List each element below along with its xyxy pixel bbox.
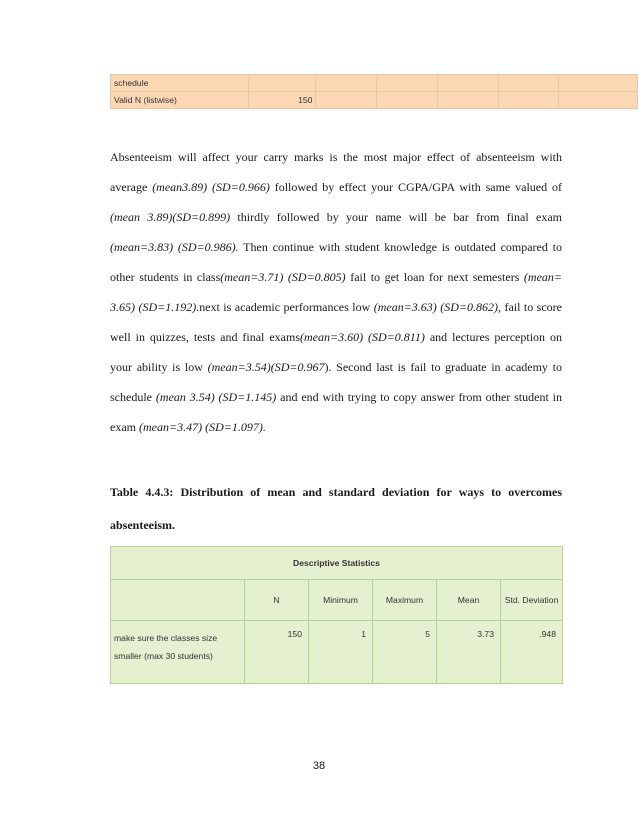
empty-cell (316, 92, 377, 109)
descriptive-statistics-table (110, 546, 563, 684)
empty-cell (498, 92, 559, 109)
body-paragraph (110, 142, 562, 442)
table-title-row (111, 547, 563, 580)
header-cell: Minimum (309, 580, 373, 621)
n-cell (248, 75, 316, 92)
statistic-citation: (mean=3.71) (SD=0.805) (220, 270, 346, 284)
mean-cell: 3.73 (437, 621, 501, 684)
statistic-citation: (mean=3.83) (SD=0.986). (110, 240, 239, 254)
header-cell: N (245, 580, 309, 621)
statistic-citation: (mean=3.63) (SD=0.862) (373, 300, 498, 314)
row-label: schedule (111, 75, 249, 92)
paragraph-text: fail to get loan for next semesters (345, 270, 524, 284)
row-label: Valid N (listwise) (111, 92, 249, 109)
minimum-cell: 1 (309, 621, 373, 684)
empty-cell (498, 75, 559, 92)
page-number: 38 (312, 760, 326, 772)
header-cell: Std. Deviation (501, 580, 563, 621)
row-label: make sure the classes size smaller (max 30 students) (111, 621, 245, 684)
empty-cell (437, 92, 498, 109)
paragraph-text: next is academic performances low (199, 300, 374, 314)
table-title: Descriptive Statistics (111, 547, 563, 580)
statistic-citation: (mean=3.47) (SD=1.097). (139, 420, 266, 434)
table-row (111, 621, 563, 684)
std-deviation-cell: .948 (501, 621, 563, 684)
empty-cell (377, 92, 438, 109)
paragraph-text: thirdly followed by your name will be bar from final exam (230, 210, 562, 224)
paragraph-text: and lectures perception on your ability is low (110, 330, 562, 374)
paragraph-text: followed by effect your CGPA/GPA with same valued of (269, 180, 562, 194)
table-row (111, 92, 638, 109)
empty-cell (437, 75, 498, 92)
table-row (111, 75, 638, 92)
empty-cell (316, 75, 377, 92)
statistic-citation: (mean= 3.65) (SD=1.192). (110, 270, 563, 314)
statistic-citation: (mean3.89) (SD=0.966) (152, 180, 270, 194)
paragraph-text: ). Second last is fail to graduate in academy to schedule (110, 360, 562, 404)
statistic-citation: (mean=3.54)(SD=0.967 (207, 360, 325, 374)
header-cell (111, 580, 245, 621)
empty-cell (559, 75, 638, 92)
empty-cell (559, 92, 638, 109)
statistic-citation: (mean 3.54) (SD=1.145) (155, 390, 277, 404)
header-cell: Maximum (373, 580, 437, 621)
empty-cell (377, 75, 438, 92)
table-caption: Table 4.4.3: Distribution of mean and standard deviation for ways to overcomes absenteeism. (110, 485, 562, 532)
paragraph-text: Absenteeism will affect your carry marks is the most major effect of absenteeism with average (110, 150, 562, 194)
table-header-row (111, 580, 563, 621)
top-table-fragment (110, 74, 638, 109)
n-cell: 150 (248, 92, 316, 109)
paragraph-text: Then continue with student knowledge is outdated compared to other students in class (110, 240, 562, 284)
paragraph-text: , fail to score well in quizzes, tests and final exams (110, 300, 562, 344)
header-cell: Mean (437, 580, 501, 621)
maximum-cell: 5 (373, 621, 437, 684)
statistic-citation: (mean=3.60) (SD=0.811) (300, 330, 425, 344)
statistic-citation: (mean 3.89)(SD=0.899) (110, 210, 231, 224)
paragraph-text: and end with trying to copy answer from other student in exam (110, 390, 562, 434)
n-cell: 150 (245, 621, 309, 684)
